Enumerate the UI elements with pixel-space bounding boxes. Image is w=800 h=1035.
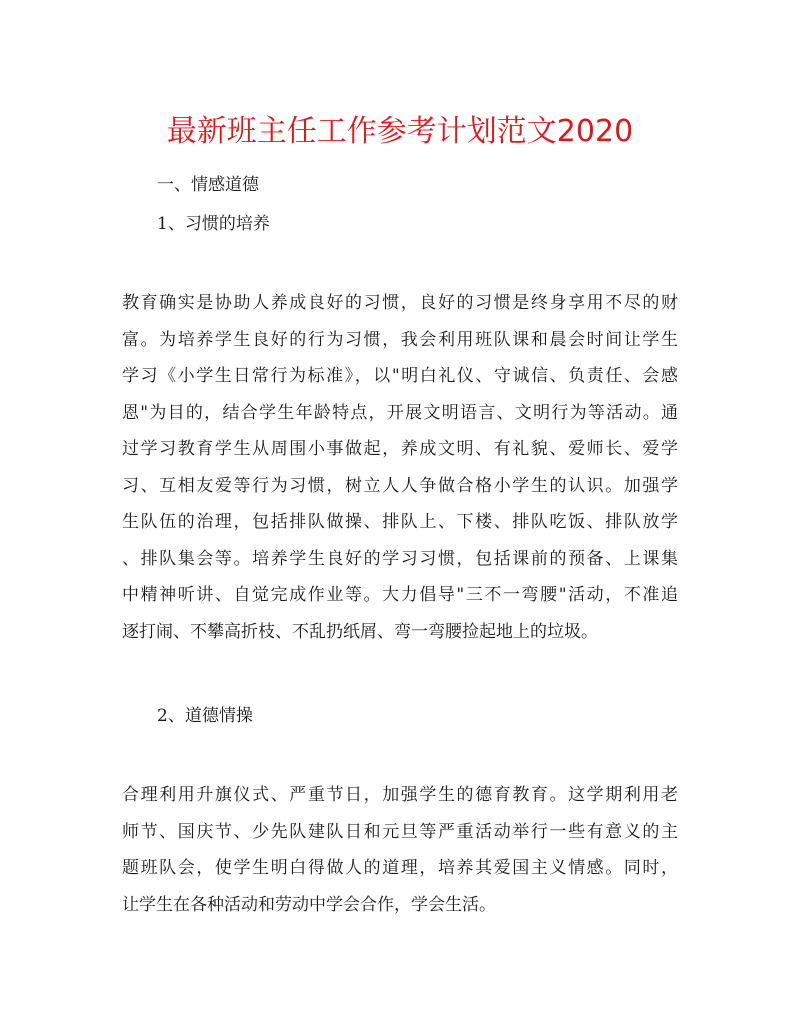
paragraph-line: 过学习教育学生从周围小事做起，养成文明、有礼貌、爱师长、爱学 (122, 439, 678, 459)
paragraph-line: 师节、国庆节、少先队建队日和元旦等严重活动举行一些有意义的主 (122, 821, 678, 842)
paragraph-line: 、排队集会等。培养学生良好的学习习惯，包括课前的预备、上课集 (122, 548, 678, 569)
paragraph-line: 富。为培养学生良好的行为习惯，我会利用班队课和晨会时间让学生 (122, 329, 678, 350)
document-title: 最新班主任工作参考计划范文2020 (166, 114, 634, 149)
paragraph-moral-sentiment (122, 777, 678, 923)
paragraph-line: 教育确实是协助人养成良好的习惯，良好的习惯是终身享用不尽的财 (122, 293, 678, 313)
paragraph-line: 中精神听讲、自觉完成作业等。大力倡导"三不一弯腰"活动，不准追 (122, 585, 678, 605)
paragraph-line: 合理利用升旗仪式、严重节日，加强学生的德育教育。这学期利用老 (122, 785, 678, 805)
subsection-heading-habits: 1、习惯的培养 (157, 214, 270, 234)
paragraph-line: 习、互相友爱等行为习惯，树立人人争做合格小学生的认识。加强学 (122, 475, 678, 496)
subsection-heading-moral-sentiment: 2、道德情操 (157, 706, 253, 726)
paragraph-line: 题班队会，使学生明白得做人的道理，培养其爱国主义情感。同时， (122, 858, 678, 878)
paragraph-habits (122, 285, 678, 650)
paragraph-line: 让学生在各种活动和劳动中学会合作，学会生活。 (122, 894, 496, 915)
paragraph-line: 学习《小学生日常行为标准》，以"明白礼仪、守诚信、负责任、会感 (122, 366, 678, 386)
paragraph-line: 生队伍的治理，包括排队做操、排队上、下楼、排队吃饭、排队放学 (122, 512, 678, 532)
section-heading-emotion-morality: 一、情感道德 (157, 175, 259, 195)
paragraph-line: 逐打闹、不攀高折枝、不乱扔纸屑、弯一弯腰捡起地上的垃圾。 (122, 621, 598, 642)
paragraph-line: 恩"为目的，结合学生年龄特点，开展文明语言、文明行为等活动。通 (122, 402, 678, 423)
